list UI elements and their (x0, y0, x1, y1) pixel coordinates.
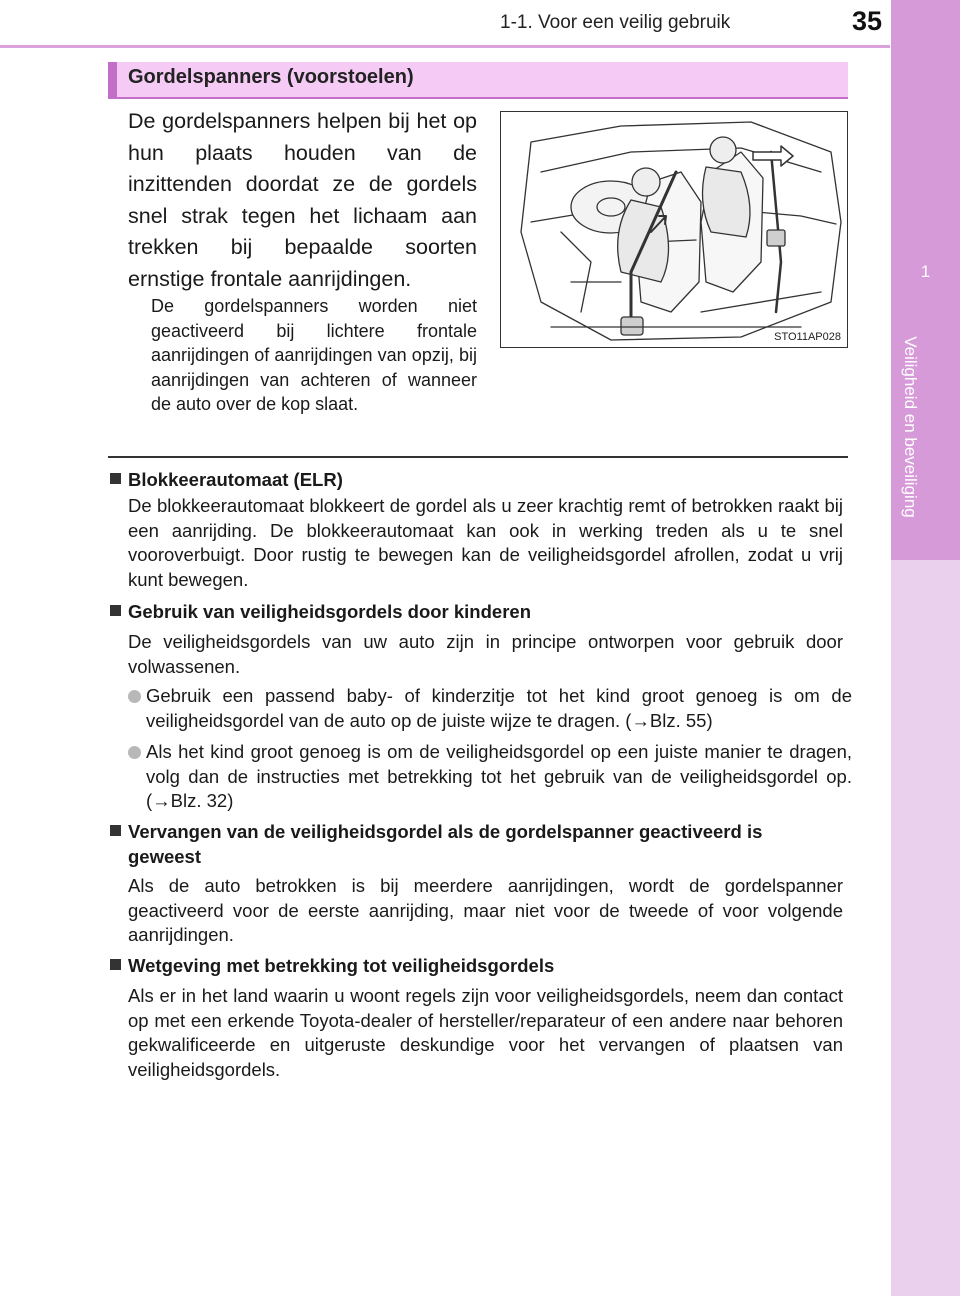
item-heading: Gebruik van veiligheidsgordels door kinderen (110, 600, 850, 625)
round-bullet-icon (128, 690, 141, 703)
item-paragraph: De veiligheidsgordels van uw auto zijn in principe ontworpen voor gebruik door volwassenen. (128, 631, 843, 677)
intro-paragraph: De gordelspanners helpen bij het op hun plaats houden van de inzittenden doordat ze de gordels snel strak tegen het lichaam aan trekken bij bepaalde soorten ernstige frontale aanrijdingen. (128, 109, 477, 291)
running-header: 1-1. Voor een veilig gebruik (500, 12, 731, 33)
square-bullet-icon (110, 825, 121, 836)
seat-belt-pretensioner-illustration-icon (501, 112, 847, 347)
square-bullet-icon (110, 605, 121, 616)
item-paragraph: Als er in het land waarin u woont regels zijn voor veiligheidsgordels, neem dan contact op met een erkende Toyota-dealer of hersteller/reparateur of een andere naar behoren gekwalificeerde en uitgeruste deskundige voor het vervangen of plaatsen van veiligheidsgordels. (128, 985, 843, 1080)
figure-code: STO11AP028 (774, 331, 841, 343)
square-bullet-icon (110, 473, 121, 484)
item-paragraph: De blokkeerautomaat blokkeert de gordel als u zeer krachtig remt of betrokken raakt bij een aanrijding. De blokkeerautomaat kan ook in werking treden als u te snel vooroverbuigt. Door rustig te bewegen kan de veiligheidsgordel afrollen, zodat u vrij kunt bewegen. (128, 495, 843, 590)
item-heading: Vervangen van de veiligheidsgordel als de gordelspanner geactiveerd is geweest (110, 820, 850, 869)
item-paragraph: Als de auto betrokken is bij meerdere aanrijdingen, wordt de gordelspanner geactiveerd voor de eerste aanrijding, maar niet voor de tweede of voor volgende aanrijdingen. (128, 875, 843, 945)
chapter-number: 1 (920, 262, 931, 281)
chapter-title: Veiligheid en beveiliging (901, 336, 920, 518)
item-heading: Blokkeerautomaat (ELR) (110, 468, 850, 493)
square-bullet-icon (110, 959, 121, 970)
pretensioner-figure (500, 111, 848, 348)
page-number: 35 (851, 6, 882, 36)
intro-note: De gordelspanners worden niet geactiveerd bij lichtere frontale aanrijdingen of aanrijdingen van opzij, bij aanrijdingen van achteren of wanneer de auto over de kop slaat. (151, 296, 477, 414)
section-separator (108, 456, 848, 458)
section-heading-rule (108, 97, 848, 99)
item-heading: Wetgeving met betrekking tot veiligheidsgordels (110, 954, 850, 979)
section-title: Gordelspanners (voorstoelen) (128, 66, 414, 88)
section-heading-accent (108, 62, 117, 98)
round-bullet-icon (128, 746, 141, 759)
header-rule (0, 45, 890, 48)
